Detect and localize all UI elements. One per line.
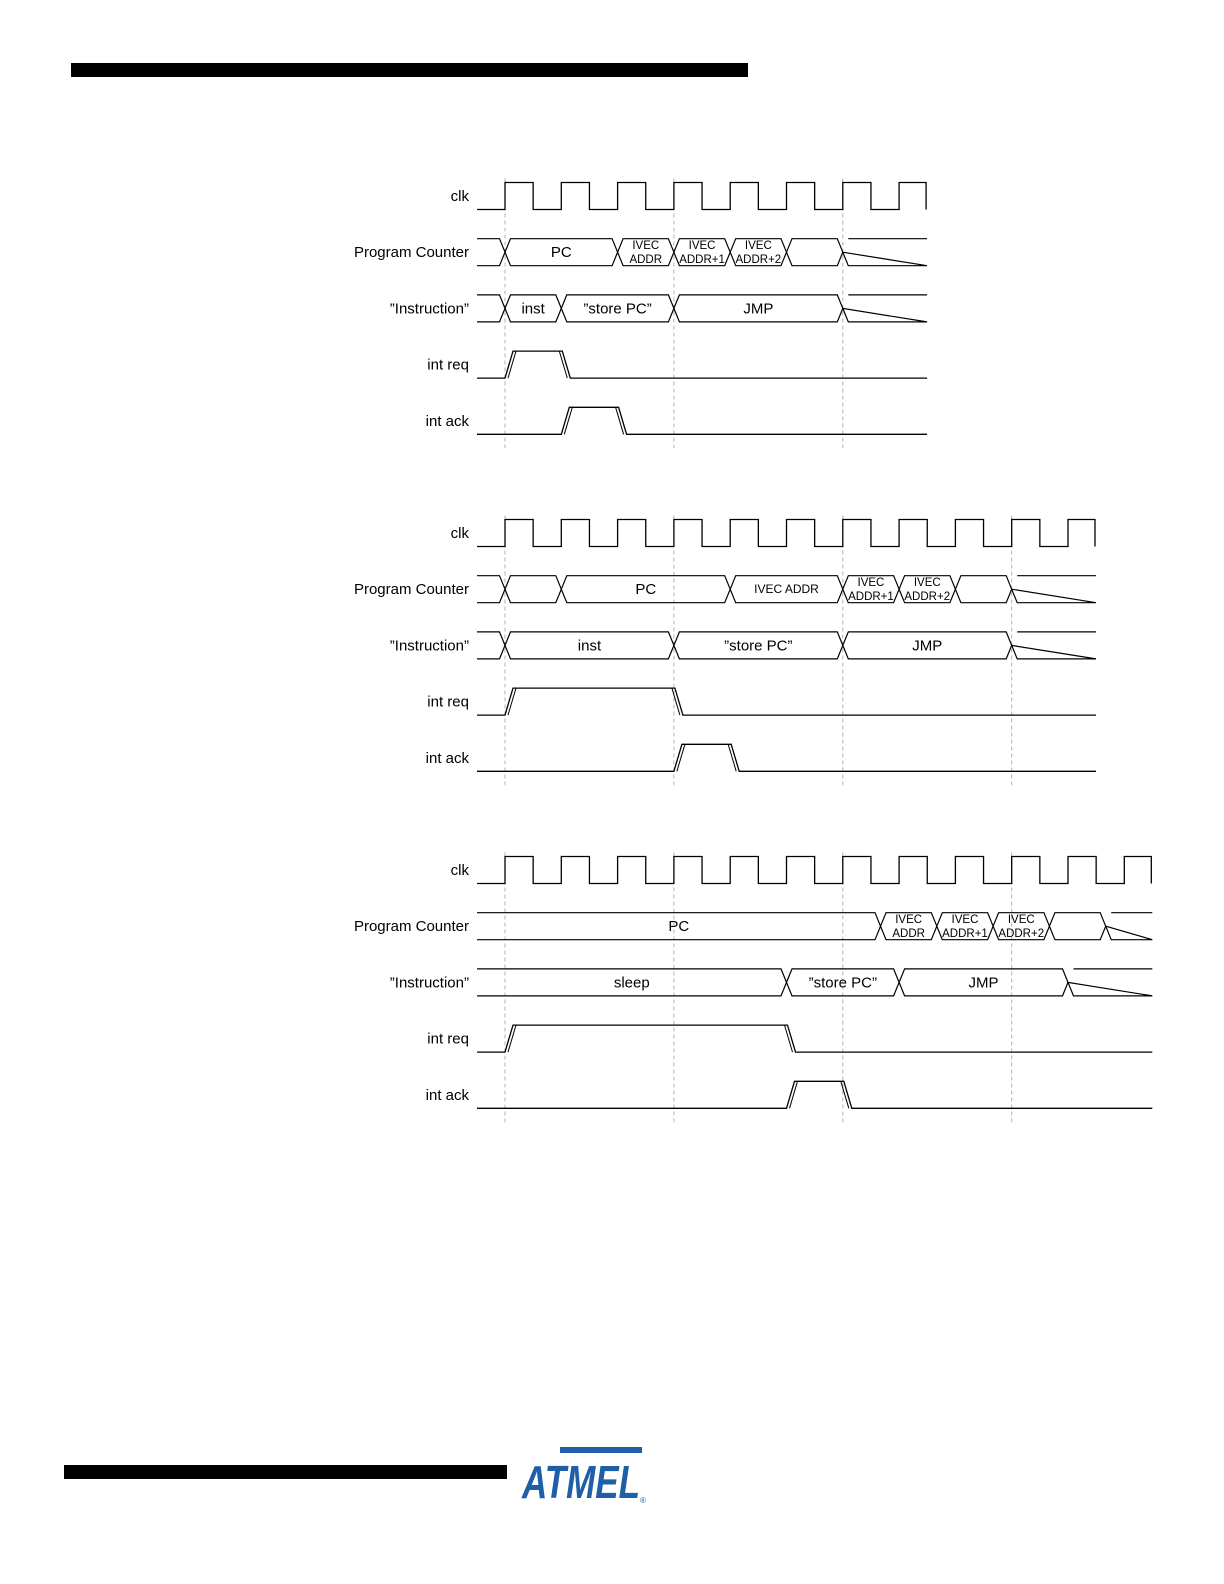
bus-segment	[1068, 969, 1152, 996]
footer-rule	[64, 1465, 507, 1479]
bus-value: IVEC ADDR	[754, 582, 819, 597]
bus-segment	[1106, 913, 1153, 940]
bus-value: inst	[521, 300, 545, 318]
atmel-logo-mark	[521, 1447, 646, 1505]
bus-segment	[505, 576, 561, 603]
svg-text:ATMEL: ATMEL	[521, 1456, 640, 1505]
bus-value: PC	[635, 581, 657, 599]
bus-value: IVEC	[688, 240, 716, 253]
bus-segment	[477, 239, 505, 266]
bus-segment	[955, 576, 1011, 603]
bus-segment	[1049, 913, 1105, 940]
pulse-waveform	[477, 688, 1096, 715]
bus-value: JMP	[743, 300, 774, 318]
signal-label: Program Counter	[353, 581, 469, 599]
signal-label: int req	[427, 693, 469, 711]
atmel-logo	[520, 1443, 650, 1505]
pulse-waveform	[477, 407, 927, 434]
bus-value: ADDR+2	[998, 928, 1045, 941]
bus-value: IVEC	[895, 914, 923, 927]
pulse-waveform	[477, 1081, 1152, 1108]
bus-value: IVEC	[951, 914, 979, 927]
bus-value: ADDR	[892, 928, 925, 941]
bus-segment	[843, 295, 927, 322]
bus-value: ADDR+2	[735, 254, 782, 267]
bus-value: ADDR+1	[679, 254, 725, 267]
signal-label: ”Instruction”	[389, 300, 469, 318]
bus-value: PC	[668, 918, 690, 936]
bus-segment	[477, 295, 505, 322]
signal-label: clk	[450, 188, 469, 205]
bus-value: ”store PC”	[583, 300, 652, 318]
bus-segment	[1012, 576, 1096, 603]
bus-value: ”store PC”	[808, 974, 877, 992]
signal-label: Program Counter	[353, 918, 469, 936]
bus-value: ADDR+2	[904, 591, 951, 604]
bus-value: IVEC	[632, 240, 660, 253]
bus-value: IVEC	[1007, 914, 1035, 927]
bus-value: IVEC	[744, 240, 772, 253]
pulse-waveform	[477, 351, 927, 378]
clock-waveform	[477, 183, 926, 210]
bus-value: ”store PC”	[724, 637, 793, 655]
bus-value: ADDR+1	[848, 591, 894, 604]
signal-label: int ack	[425, 1086, 469, 1104]
timing-diagram-2	[354, 516, 1096, 786]
bus-segment	[477, 632, 505, 659]
svg-text:®: ®	[640, 1496, 646, 1505]
bus-value: JMP	[912, 637, 943, 655]
bus-value: IVEC	[913, 577, 941, 590]
bus-segment	[1012, 632, 1096, 659]
signal-label: ”Instruction”	[389, 637, 469, 655]
signal-label: int req	[427, 1030, 469, 1048]
signal-label: int ack	[425, 749, 469, 767]
timing-diagram-1	[354, 179, 927, 449]
bus-segment	[843, 239, 927, 266]
bus-value: inst	[577, 637, 602, 655]
bus-segment	[787, 239, 843, 266]
bus-value: PC	[550, 244, 572, 262]
signal-label: ”Instruction”	[389, 974, 469, 992]
signal-label: clk	[450, 862, 469, 879]
signal-label: clk	[450, 525, 469, 542]
signal-label: int ack	[425, 412, 469, 430]
pulse-waveform	[477, 1025, 1152, 1052]
pulse-waveform	[477, 744, 1096, 771]
bus-value: sleep	[613, 974, 650, 992]
bus-segment	[477, 576, 505, 603]
bus-value: ADDR+1	[942, 928, 988, 941]
signal-label: Program Counter	[353, 244, 469, 262]
clock-waveform	[477, 857, 1151, 884]
timing-diagram-3	[354, 853, 1152, 1123]
clock-waveform	[477, 520, 1095, 547]
bus-value: ADDR	[629, 254, 663, 267]
bus-value: IVEC	[857, 577, 885, 590]
signal-label: int req	[427, 356, 469, 374]
bus-value: JMP	[968, 974, 999, 992]
